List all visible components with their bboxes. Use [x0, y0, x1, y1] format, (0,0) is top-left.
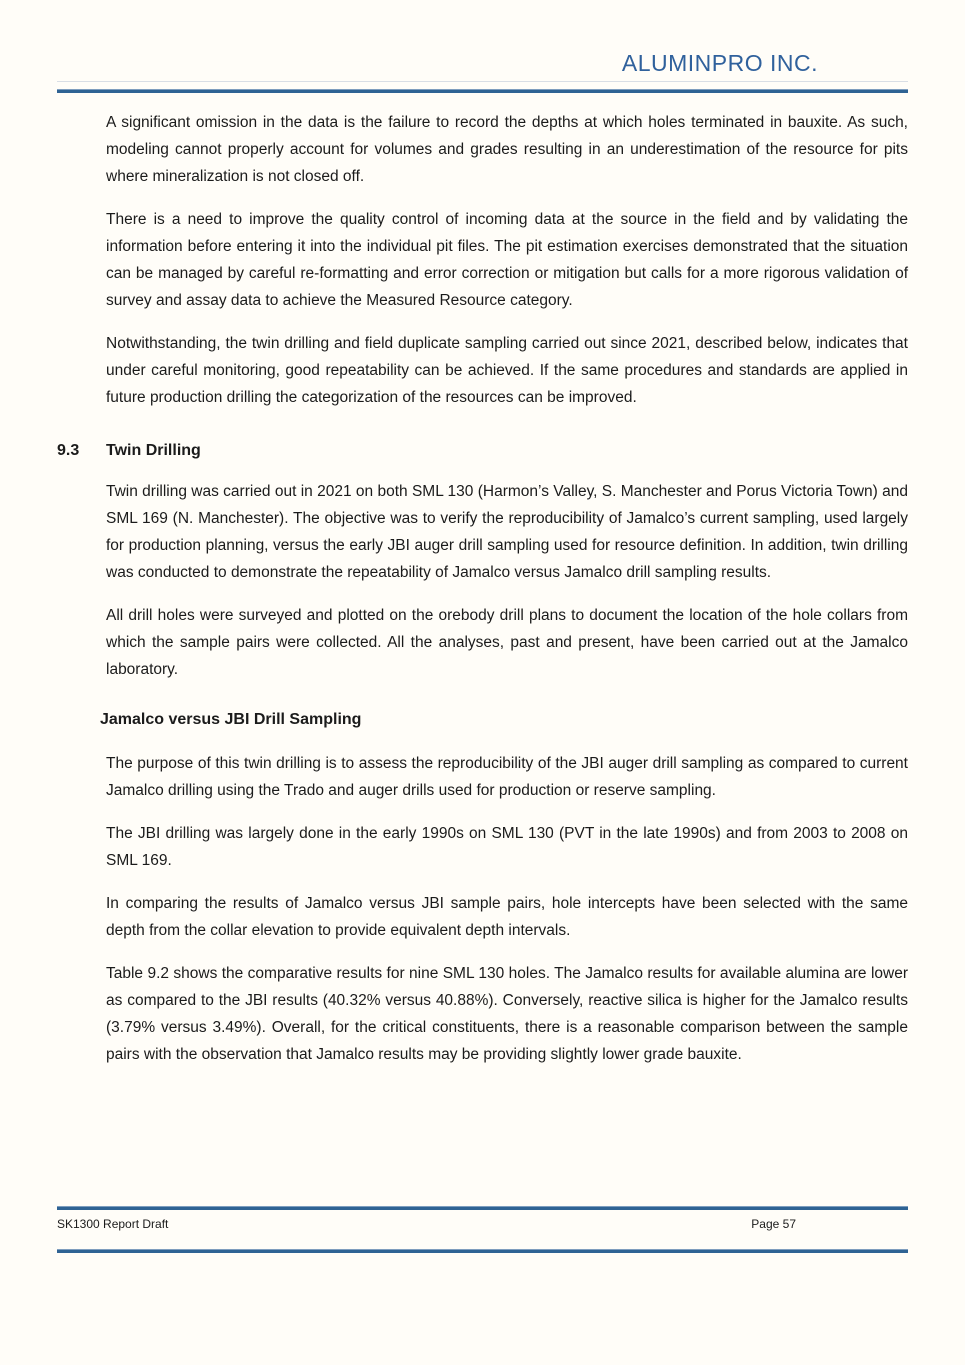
section-number: 9.3: [57, 442, 80, 459]
paragraph: The purpose of this twin drilling is to assess the reproducibility of the JBI auger drill sampling as compared to current Jamalco drilling using the Trado and auger drills used for production or reserve sampling.: [106, 755, 908, 799]
page-header: [57, 0, 908, 93]
footer-document-title: SK1300 Report Draft: [57, 1217, 169, 1231]
subsection-heading: Jamalco versus JBI Drill Sampling: [100, 711, 362, 728]
page-footer: [57, 1206, 908, 1253]
footer-page-number: Page 57: [751, 1217, 796, 1231]
section-title: Twin Drilling: [106, 442, 201, 459]
section-heading: [57, 437, 908, 464]
paragraph: Table 9.2 shows the comparative results for nine SML 130 holes. The Jamalco results for available alumina are lower as compared to the JBI results (40.32% versus 40.88%). Conversely, reactive silica is higher for the Jamalco results (3.79% versus 3.49%). Overall, for the critical constituents, there is a reasonable comparison between the sample pairs with the observation that Jamalco results may be providing slightly lower grade bauxite.: [106, 965, 908, 1063]
paragraph: A significant omission in the data is the failure to record the depths at which holes terminated in bauxite. As such, modeling cannot properly account for volumes and grades resulting in an underestimation of the resource for pits where mineralization is not closed off.: [106, 114, 908, 185]
paragraph: There is a need to improve the quality control of incoming data at the source in the field and by validating the information before entering it into the individual pit files. The pit estimation exercises demonstrated that the situation can be managed by careful re-formatting and error correction or mitigation but calls for a more rigorous validation of survey and assay data to achieve the Measured Resource category.: [106, 211, 908, 309]
paragraph: Twin drilling was carried out in 2021 on both SML 130 (Harmon’s Valley, S. Manchester and Porus Victoria Town) and SML 169 (N. Manchester). The objective was to verify the reproducibility of Jamalco’s current sampling, used largely for production planning, versus the early JBI auger drill sampling used for resource definition. In addition, twin drilling was conducted to demonstrate the repeatability of Jamalco versus Jamalco drill sampling results.: [106, 483, 908, 581]
paragraph: In comparing the results of Jamalco versus JBI sample pairs, hole intercepts have been selected with the same depth from the collar elevation to provide equivalent depth intervals.: [106, 895, 908, 939]
footer-row: [57, 1210, 908, 1249]
footer-rule-bottom: [57, 1249, 908, 1253]
paragraph: Notwithstanding, the twin drilling and field duplicate sampling carried out since 2021, described below, indicates that under careful monitoring, good repeatability can be achieved. If the same procedures and standards are applied in future production drilling the categorization of the resources can be improved.: [106, 335, 908, 406]
document-body: [57, 93, 908, 1068]
paragraph: The JBI drilling was largely done in the early 1990s on SML 130 (PVT in the late 1990s) and from 2003 to 2008 on SML 169.: [106, 825, 908, 869]
paragraph: All drill holes were surveyed and plotted on the orebody drill plans to document the location of the hole collars from which the sample pairs were collected. All the analyses, past and present, have been carried out at the Jamalco laboratory.: [106, 607, 908, 678]
company-name: ALUMINPRO INC.: [57, 48, 908, 82]
